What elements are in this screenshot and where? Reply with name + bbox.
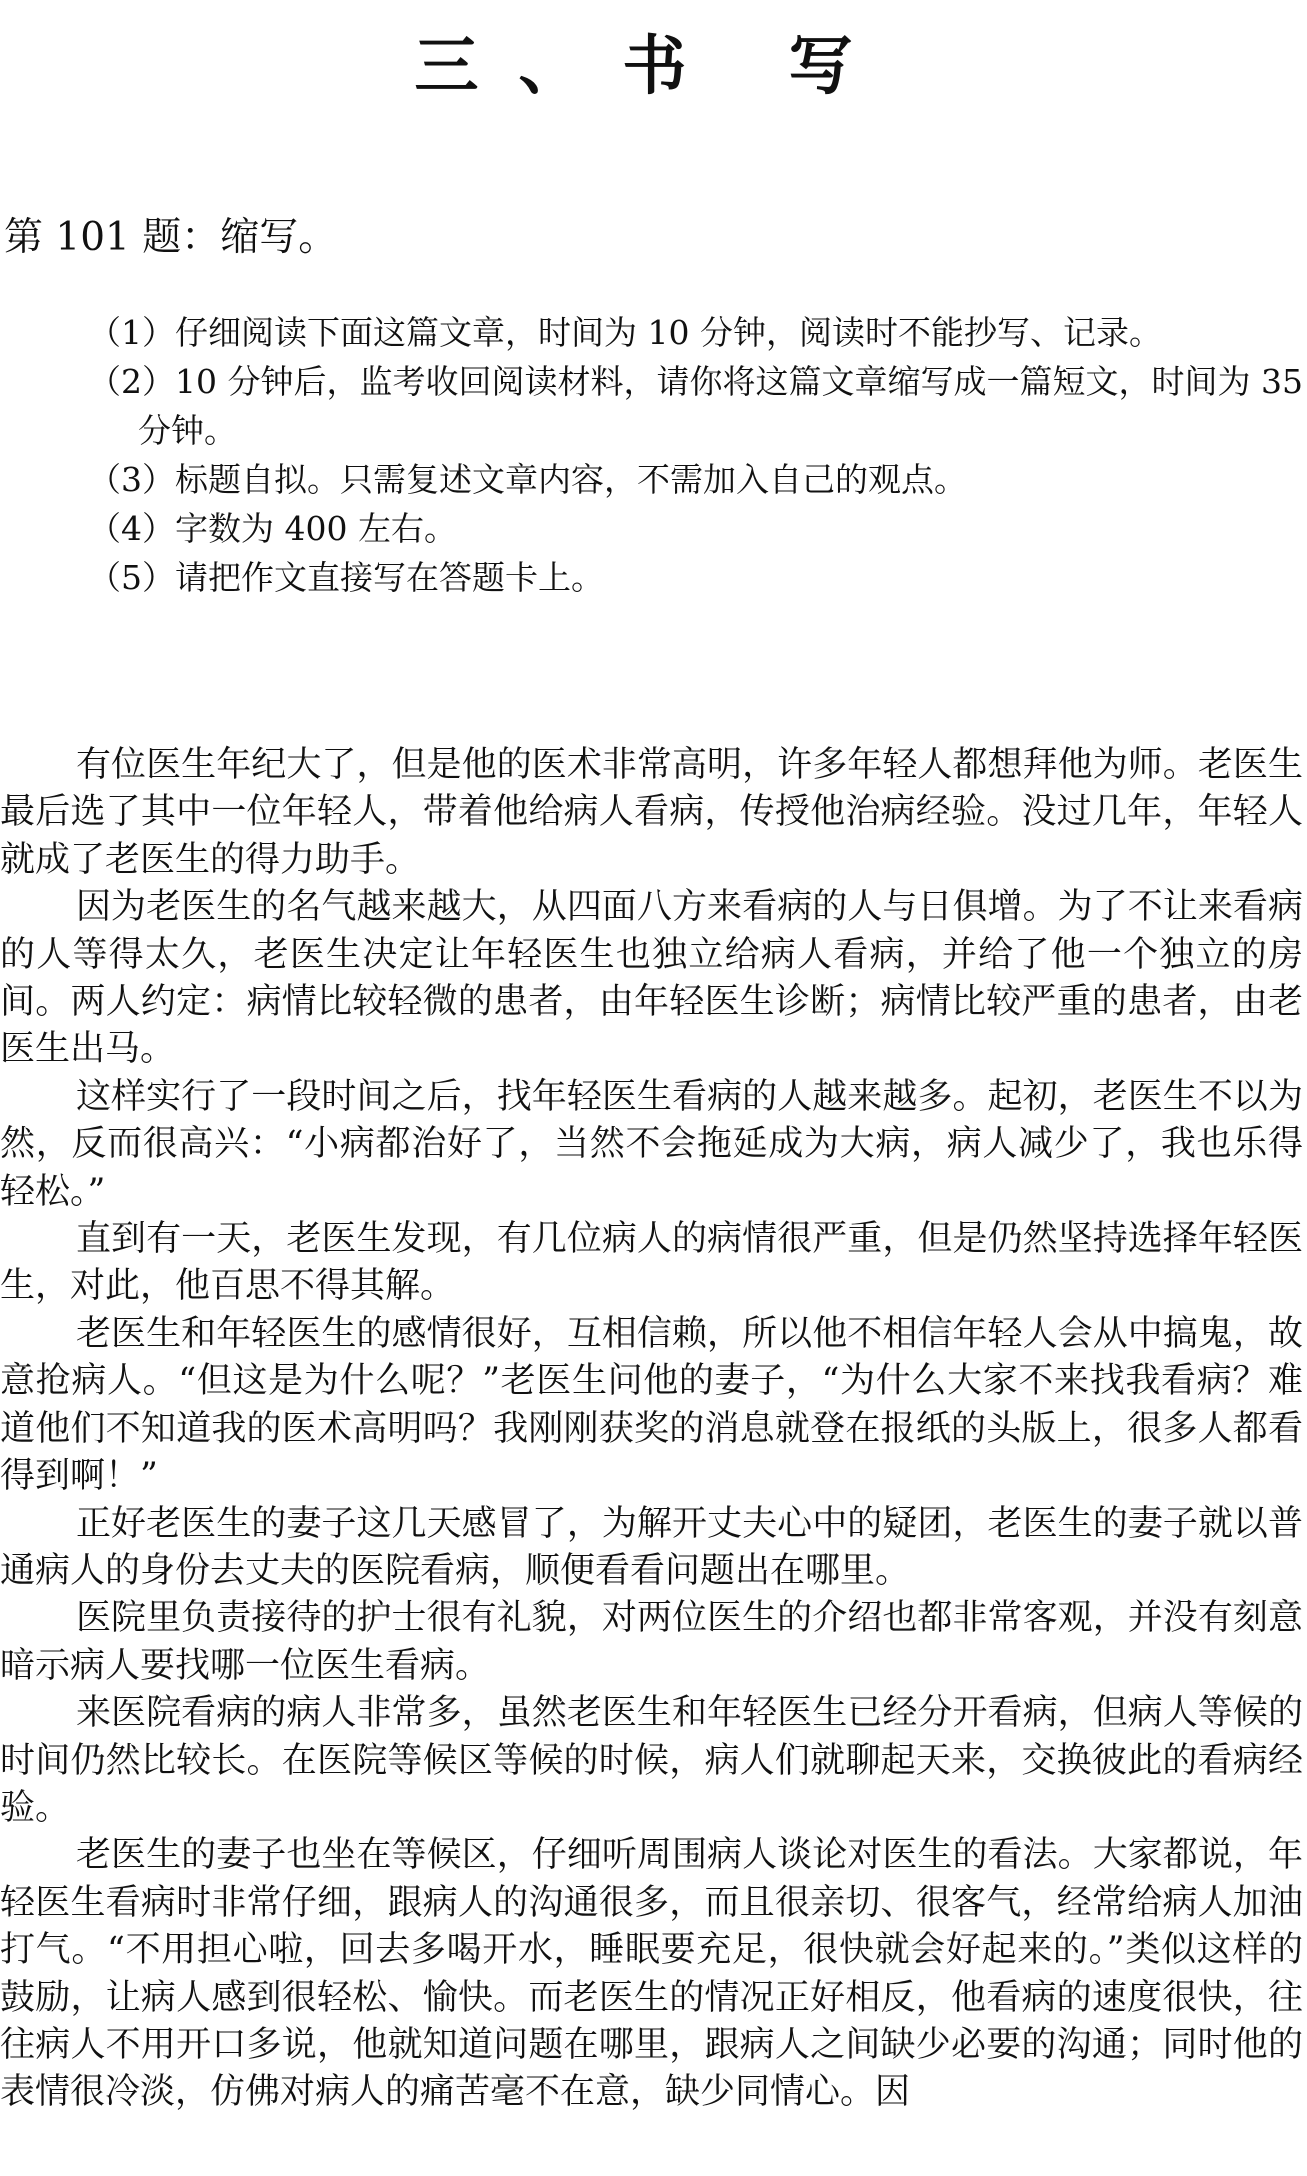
reading-article bbox=[0, 742, 1303, 2117]
instruction-item bbox=[88, 357, 1303, 455]
article-paragraph: 来医院看病的病人非常多，虽然老医生和年轻医生已经分开看病，但病人等候的时间仍然比较长。在医院等候区等候的时候，病人们就聊起天来，交换彼此的看病经验。 bbox=[0, 1693, 1303, 1828]
article-paragraph: 正好老医生的妻子这几天感冒了，为解开丈夫心中的疑团，老医生的妻子就以普通病人的身份去丈夫的医院看病，顺便看看问题出在哪里。 bbox=[0, 1503, 1303, 1591]
article-paragraph: 这样实行了一段时间之后，找年轻医生看病的人越来越多。起初，老医生不以为然，反而很高兴：“小病都治好了，当然不会拖延成为大病，病人减少了，我也乐得轻松。” bbox=[0, 1076, 1303, 1212]
question-heading: 第 101 题：缩写。 bbox=[4, 215, 338, 260]
instruction-item: （1）仔细阅读下面这篇文章，时间为 10 分钟，阅读时不能抄写、记录。 bbox=[88, 313, 1162, 352]
instructions-list bbox=[88, 308, 1303, 602]
article-paragraph: 因为老医生的名气越来越大，从四面八方来看病的人与日俱增。为了不让来看病的人等得太久，老医生决定让年轻医生也独立给病人看病，并给了他一个独立的房间。两人约定：病情比较轻微的患者，由年轻医生诊断；病情比较严重的患者，由老医生出马。 bbox=[0, 887, 1303, 1070]
instruction-item-text: （2）10 分钟后，监考收回阅读材料，请你将这篇文章缩写成一篇短文，时间为 35 分钟。 bbox=[88, 362, 1303, 450]
instruction-item: （5）请把作文直接写在答题卡上。 bbox=[88, 558, 604, 597]
instruction-item: （3）标题自拟。只需复述文章内容，不需加入自己的观点。 bbox=[88, 460, 967, 499]
instruction-item: （4）字数为 400 左右。 bbox=[88, 509, 457, 548]
article-paragraph: 老医生和年轻医生的感情很好，互相信赖，所以他不相信年轻人会从中搞鬼，故意抢病人。“但这是为什么呢？”老医生问他的妻子，“为什么大家不来找我看病？难道他们不知道我的医术高明吗？我刚刚获奖的消息就登在报纸的头版上，很多人都看得到啊！” bbox=[0, 1313, 1303, 1497]
article-paragraph: 有位医生年纪大了，但是他的医术非常高明，许多年轻人都想拜他为师。老医生最后选了其中一位年轻人，带着他给病人看病，传授他治病经验。没过几年，年轻人就成了老医生的得力助手。 bbox=[0, 745, 1303, 880]
article-paragraph: 老医生的妻子也坐在等候区，仔细听周围病人谈论对医生的看法。大家都说，年轻医生看病时非常仔细，跟病人的沟通很多，而且很亲切、很客气，经常给病人加油打气。“不用担心啦，回去多喝开水，睡眠要充足，很快就会好起来的。”类似这样的鼓励，让病人感到很轻松、愉快。而老医生的情况正好相反，他看病的速度很快，往往病人不用开口多说，他就知道问题在哪里，跟病人之间缺少必要的沟通；同时他的表情很冷淡，仿佛对病人的痛苦毫不在意，缺少同情心。因 bbox=[0, 1835, 1303, 2113]
article-paragraph: 直到有一天，老医生发现，有几位病人的病情很严重，但是仍然坚持选择年轻医生，对此，他百思不得其解。 bbox=[0, 1219, 1303, 1307]
section-title: 三、书 写 bbox=[414, 29, 893, 104]
article-paragraph: 医院里负责接待的护士很有礼貌，对两位医生的介绍也都非常客观，并没有刻意暗示病人要找哪一位医生看病。 bbox=[0, 1598, 1303, 1686]
